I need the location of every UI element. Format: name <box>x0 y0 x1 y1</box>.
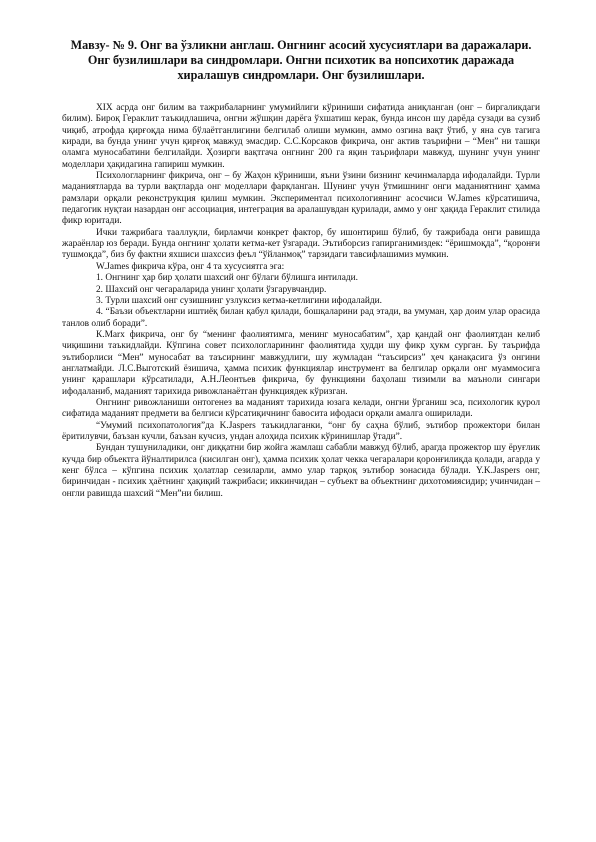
paragraph: Онгнинг ривожланиши онтогенез ва маданият тарихида юзага келади, онгни ўрганиш эса, психологик қурол сифатида маданият предмети ва белгиси кўрсатиқичнинг бавосита ифодаси орқали амалга оширилади. <box>62 397 540 420</box>
paragraph: Бундан тушуниладики, онг диққатни бир жойга жамлаш сабабли мавжуд бўлиб, арагда прожектор шу ёруғлик кучда бир объектга йўналтирилса (кисилган онг), ҳамма психик ҳолат чекка чегаралари қоронғилиқда қолади, агарда у кенг бўлса – кўпгина психик ҳолатлар сезиларли, аммо улар тарқоқ эътибор зонасида бўлади. Y.K.Jaspers онг, биринчидан - психик ҳаётнинг ҳақиқий тажрибаси; иккинчидан – субъект ва объектнинг дихотомиясидир; учинчидан – онгли равишда шахсий “Мен”ни билиш. <box>62 443 540 499</box>
list-item: 4. “Баъзи объектларни иштиёқ билан қабул қилади, бошқаларини рад этади, ва умуман, ҳар доим улар орасида танлов олиб боради”. <box>62 307 540 329</box>
paragraph: Психологларнинг фикрича, онг – бу Жаҳон кўриниши, яъни ўзини бизнинг кечинмаларда ифодалайди. Турли маданиятларда ва турли вақтларда онг моделлари фарқланган. Шунинг учун ўтмишнинг онги маданиятнинг ҳамма рамзлари орқали реконструкция қилиш мумкин. Экспериментал психологиянинг асосчиси W.James кўрсатишича, педагогик нуқтаи назардан онг ассоциация, интеграция ва аралашувдан қурилади, аммо у онг ҳақида Гераклит стилида фикр юритади. <box>62 171 540 227</box>
paragraph: Ички тажрибага тааллуқли, бирламчи конкрет фактор, бу ишонтириш бўлиб, бу тажрибада онги равишда жараёнлар юз беради. Бунда онгнинг ҳолати кетма-кет ўзгаради. Эътиборсиз гапирганимиздек: “ёришмоқда”, “қоронғи тушмоқда”, биз бу фактни яхшиси шахссиз феъл “ўйланмоқ” тарзидаги тавсифлашимиз мумкин. <box>62 227 540 261</box>
document-title: Мавзу- № 9. Онг ва ўзликни англаш. Онгнинг асосий хусусиятлари ва даражалари. Онг бузилишлари ва синдромлари. Онгни психотик ва нопсихотик даражада хиралашув синдромлари. Онг бузилишлари. <box>70 38 532 82</box>
list-item: 3. Турли шахсий онг сузишнинг узлуксиз кетма-кетлигини ифодалайди. <box>96 295 382 306</box>
properties-list <box>62 273 540 330</box>
paragraph: W.James фикрича кўра, онг 4 та хусусиятга эга: <box>96 261 285 272</box>
paragraph: К.Marx фикрича, онг бу “менинг фаолиятимга, менинг муносабатим”, ҳар қандай онг фаолиятдан келиб чиқишини таъкидлайди. Кўпгина совет психологларининг фаолиятида ҳудди шу фикр ҳукм сурган. Бу таърифда эътиборлиси “Мен” муносабат ва таъсирнинг мавжудлиги, шу жумладан “таъсирсиз” ҳеч қанақасига ўз онгини англатмайди. Л.С.Выготский ёзишича, ҳамма психик функциялар инструмент ва белгилар орқали онг муаммосига унинг қарашлари кўрсатилади, А.Н.Леонтьев фикрича, бу функцияни баҳолаш тизимли ва маънoли сингари ифодаланиб, маданият тарихида ривожланаётган функциядек кўризган. <box>62 329 540 397</box>
paragraph: “Умумий психопатология”да K.Jaspers таъкидлаганки, “онг бу саҳна бўлиб, эътибор прожектори билан ёритилувчи, баъзан кучли, баъзан кучсиз, ундан алоҳида психик кўринишлар ўтади”. <box>62 420 540 442</box>
document-body <box>62 103 540 500</box>
list-item: 2. Шахсий онг чегараларида унинг ҳолати ўзгарувчандир. <box>96 284 327 295</box>
paragraph: XIX асрда онг билим ва тажрибаларнинг умумийлиги кўриниши сифатида аниқланган (онг – биргаликдаги билим). Бироқ Гераклит таъкидлашича, онгни жўшқин дарёга ўхшатиш керак, бунда инсон шу дарёда сузади ва сузиб чиқиб, атрофда қирғоқда нима бўлаётганлигини белгилаб олиши мумкин, аммо озгина вақт ўтиб, у яна сув тагига киради, ва бунда унинг учун қирғоқ мавжуд эмасдир. С.С.Корсаков фикрича, онг актив таърифни – “Мен” ни ташқи оламга муносабатини белгилайди. Ҳозирги вақтгача онгнинг 200 га яқин таърифлари мавжуд, шунинг учун унинг моделлари ҳақидагина гапириш мумкин. <box>62 103 540 170</box>
list-item: 1. Онгнинг ҳар бир ҳолати шахсий онг бўлаги бўлишга интилади. <box>96 273 358 284</box>
